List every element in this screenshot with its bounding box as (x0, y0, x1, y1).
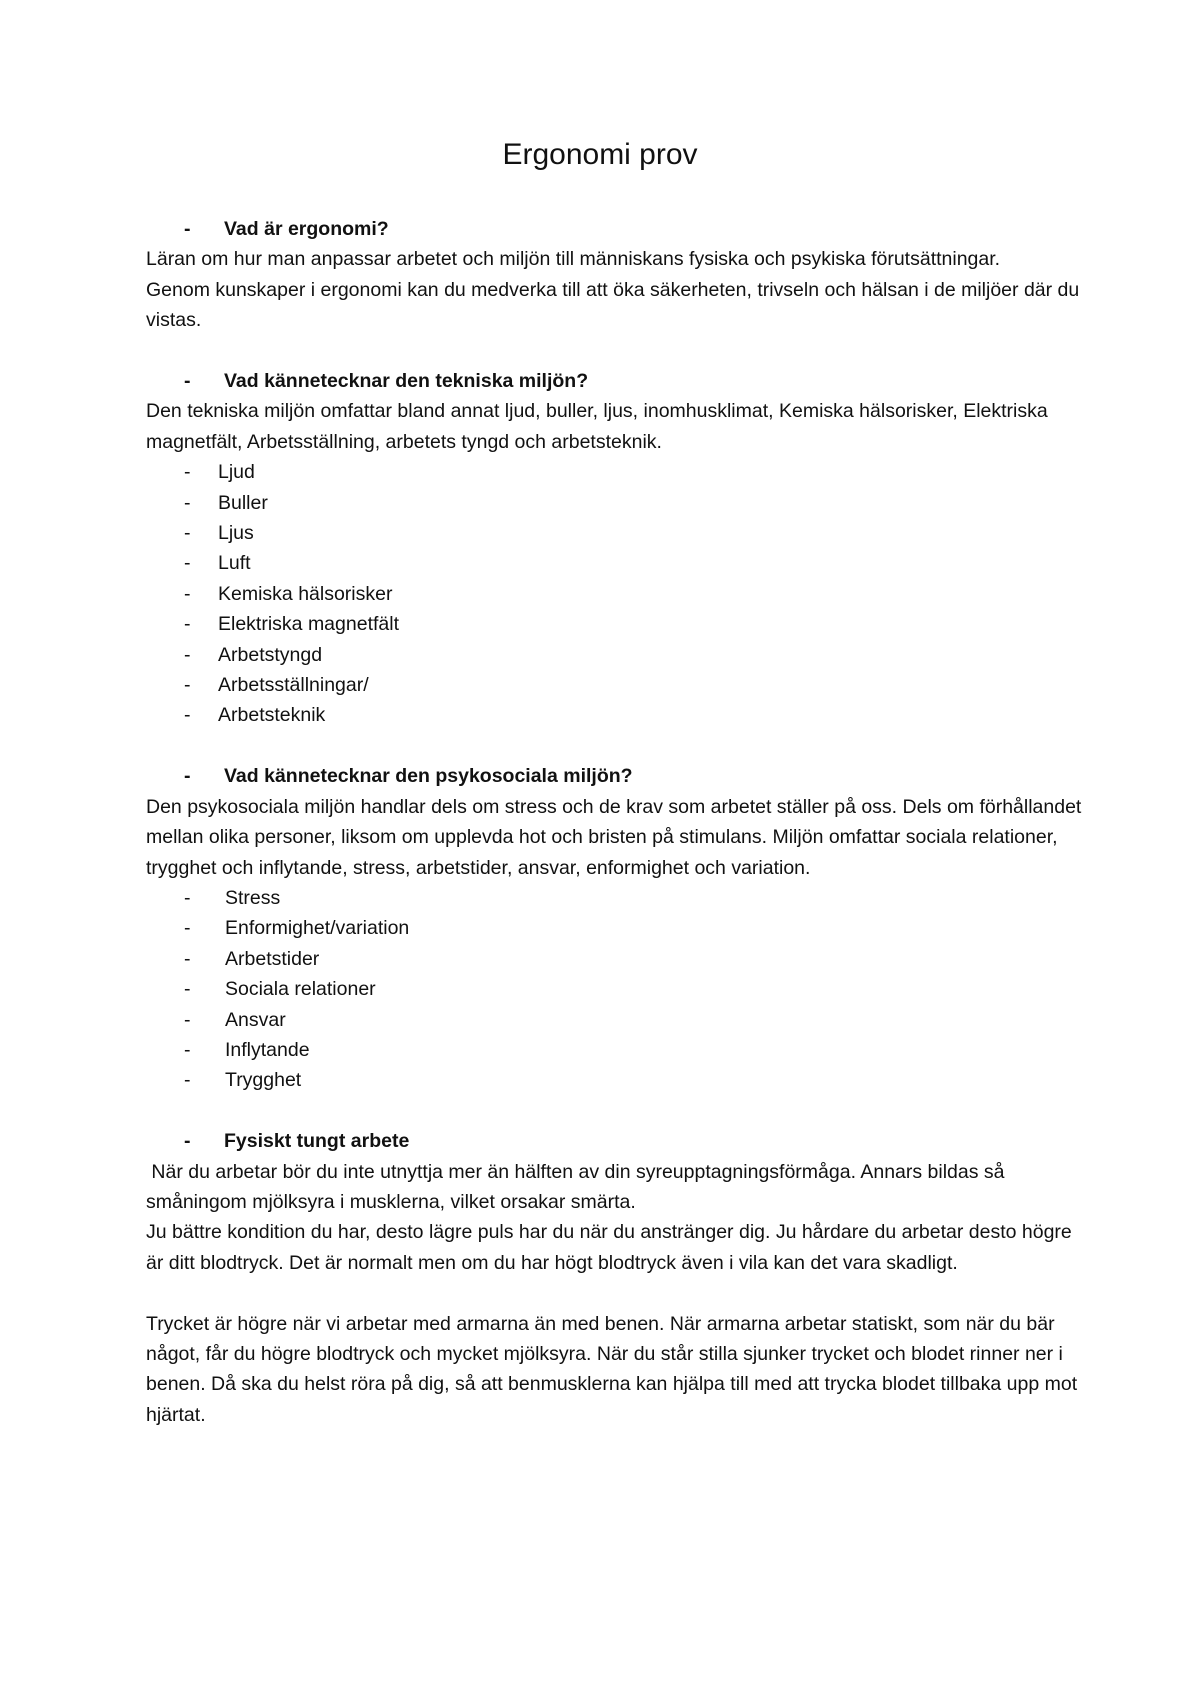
list-item: - Arbetsställningar/ (184, 674, 369, 697)
document-title: Ergonomi prov (502, 138, 698, 171)
paragraph: Den psykosociala miljön handlar dels om stress och de krav som arbetet ställer på oss. Dels om förhållandet mellan olika personer, liksom om upplevda hot och bristen på stimulans. Miljön omfattar sociala relationer, trygghet och inflytande, stress, arbetstider, ansvar, enformighet och variation. (146, 795, 1082, 879)
list-item: - Stress (184, 886, 281, 909)
paragraph: Ju bättre kondition du har, desto lägre puls har du när du anstränger dig. Ju hårdare du arbetar desto högre är ditt blodtryck. Det är normalt men om du har högt blodtryck även i vila kan det vara skadligt. (146, 1221, 1072, 1274)
paragraph: Trycket är högre när vi arbetar med armarna än med benen. När armarna arbetar statiskt, som när du bär något, får du högre blodtryck och mycket mjölksyra. När du står stilla sjunker trycket och blodet rinner ner i benen. Då ska du helst röra på dig, så att benmusklerna kan hjälpa till med att trycka blodet tillbaka upp mot hjärtat. (146, 1312, 1078, 1426)
list-item: - Kemiska hälsorisker (184, 582, 393, 605)
list-item: - Elektriska magnetfält (184, 613, 399, 636)
list-item: - Sociala relationer (184, 978, 376, 1001)
dash-bullet: - (184, 218, 191, 240)
document-body (146, 214, 1086, 1430)
paragraph: Den tekniska miljön omfattar bland annat ljud, buller, ljus, inomhusklimat, Kemiska hälsorisker, Elektriska magnetfält, Arbetsställning, arbetets tyngd och arbetsteknik. (146, 400, 1048, 453)
dash-bullet: - (184, 370, 191, 393)
psychosocial-environment-list (146, 883, 1086, 1096)
paragraph: Läran om hur man anpassar arbetet och miljön till människans fysiska och psykiska förutsättningar. (146, 248, 1001, 271)
list-item: - Arbetstyngd (184, 643, 323, 666)
question-heading: - Vad är ergonomi? (146, 214, 1086, 244)
list-item: - Ansvar (184, 1008, 286, 1031)
list-item: - Trygghet (184, 1069, 302, 1092)
question-heading: - Vad kännetecknar den tekniska miljön? (146, 366, 1086, 396)
list-item: - Buller (184, 491, 268, 514)
list-item: - Arbetstider (184, 947, 320, 970)
list-item: - Arbetsteknik (184, 704, 326, 727)
question-heading: - Fysiskt tungt arbete (146, 1126, 1086, 1156)
list-item: - Luft (184, 552, 251, 575)
technical-environment-list (146, 457, 1086, 731)
dash-bullet: - (184, 765, 191, 788)
paragraph: Genom kunskaper i ergonomi kan du medverka till att öka säkerheten, trivseln och hälsan i de miljöer där du vistas. (146, 278, 1080, 332)
list-item: - Inflytande (184, 1038, 310, 1061)
list-item: - Enformighet/variation (184, 917, 410, 940)
question-heading: - Vad kännetecknar den psykosociala miljön? (146, 761, 1086, 791)
dash-bullet: - (184, 1130, 191, 1153)
list-item: - Ljus (184, 522, 254, 545)
list-item: - Ljud (184, 461, 255, 484)
paragraph: När du arbetar bör du inte utnyttja mer än hälften av din syreupptagningsförmåga. Annars bildas så småningom mjölksyra i musklerna, vilket orsakar smärta. (146, 1160, 1010, 1213)
